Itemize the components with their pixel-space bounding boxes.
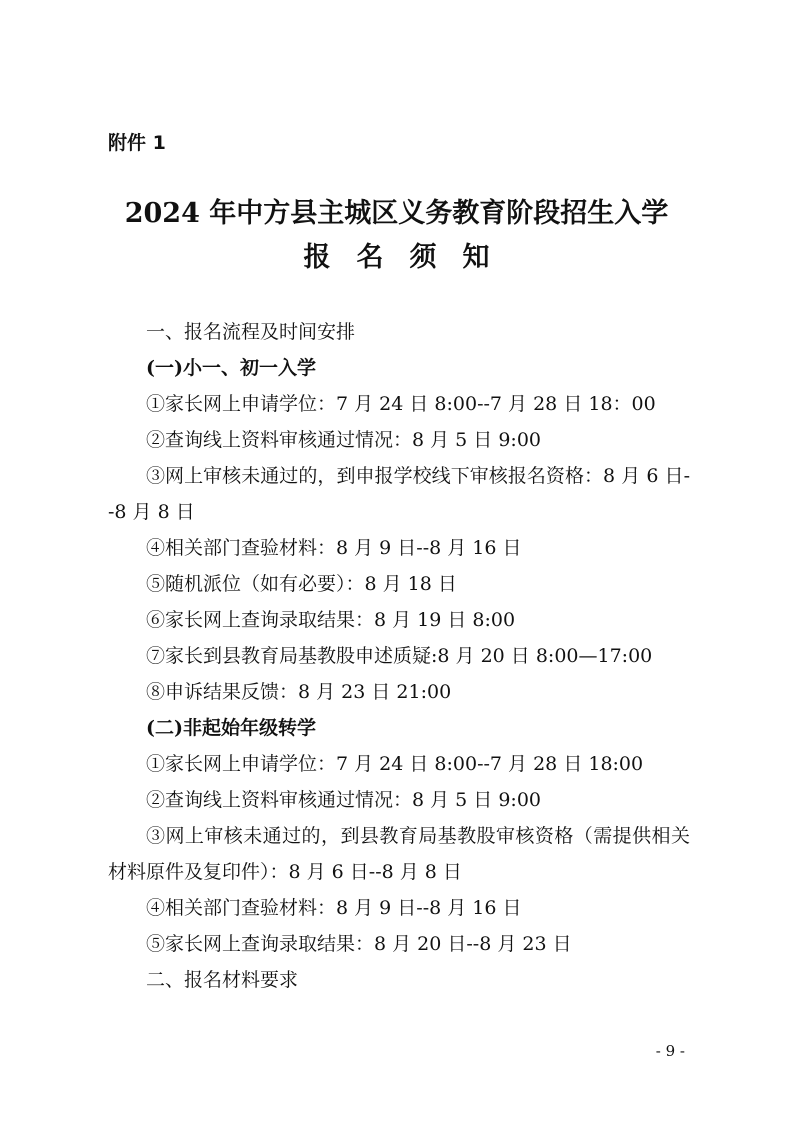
- list-item: ⑤随机派位（如有必要）：8 月 18 日: [146, 573, 457, 595]
- attachment-label: 附件 1: [108, 132, 166, 154]
- page-number: - 9 -: [655, 1042, 685, 1060]
- section-heading-1: 一、报名流程及时间安排: [146, 321, 356, 343]
- list-item: ③网上审核未通过的，到申报学校线下审核报名资格：8 月 6 日--8 月 8 日: [108, 465, 690, 523]
- list-item: ③网上审核未通过的，到县教育局基教股审核资格（需提供相关材料原件及复印件）：8 月 6 日--8 月 8 日: [108, 825, 690, 883]
- list-item: ⑤家长网上查询录取结果：8 月 20 日--8 月 23 日: [146, 933, 572, 955]
- list-item: ④相关部门查验材料：8 月 9 日--8 月 16 日: [146, 537, 522, 559]
- list-item: ①家长网上申请学位：7 月 24 日 8:00--7 月 28 日 18：00: [146, 393, 656, 415]
- list-item: ②查询线上资料审核通过情况：8 月 5 日 9:00: [146, 789, 542, 811]
- list-item: ②查询线上资料审核通过情况：8 月 5 日 9:00: [146, 429, 542, 451]
- document-title-line2: 报名须知: [303, 242, 516, 273]
- document-title-line1: 2024 年中方县主城区义务教育阶段招生入学: [124, 198, 669, 229]
- list-item: ⑥家长网上查询录取结果：8 月 19 日 8:00: [146, 609, 516, 631]
- list-item: ①家长网上申请学位：7 月 24 日 8:00--7 月 28 日 18:00: [146, 753, 644, 775]
- list-item: ⑦家长到县教育局基教股申述质疑:8 月 20 日 8:00—17:00: [146, 645, 653, 667]
- subsection-heading-1: (一)小一、初一入学: [146, 357, 316, 379]
- section-heading-2: 二、报名材料要求: [146, 969, 299, 991]
- list-item: ④相关部门查验材料：8 月 9 日--8 月 16 日: [146, 897, 522, 919]
- document-body: [108, 314, 690, 998]
- subsection-heading-2: (二)非起始年级转学: [146, 717, 316, 739]
- list-item: ⑧申诉结果反馈：8 月 23 日 21:00: [146, 681, 452, 703]
